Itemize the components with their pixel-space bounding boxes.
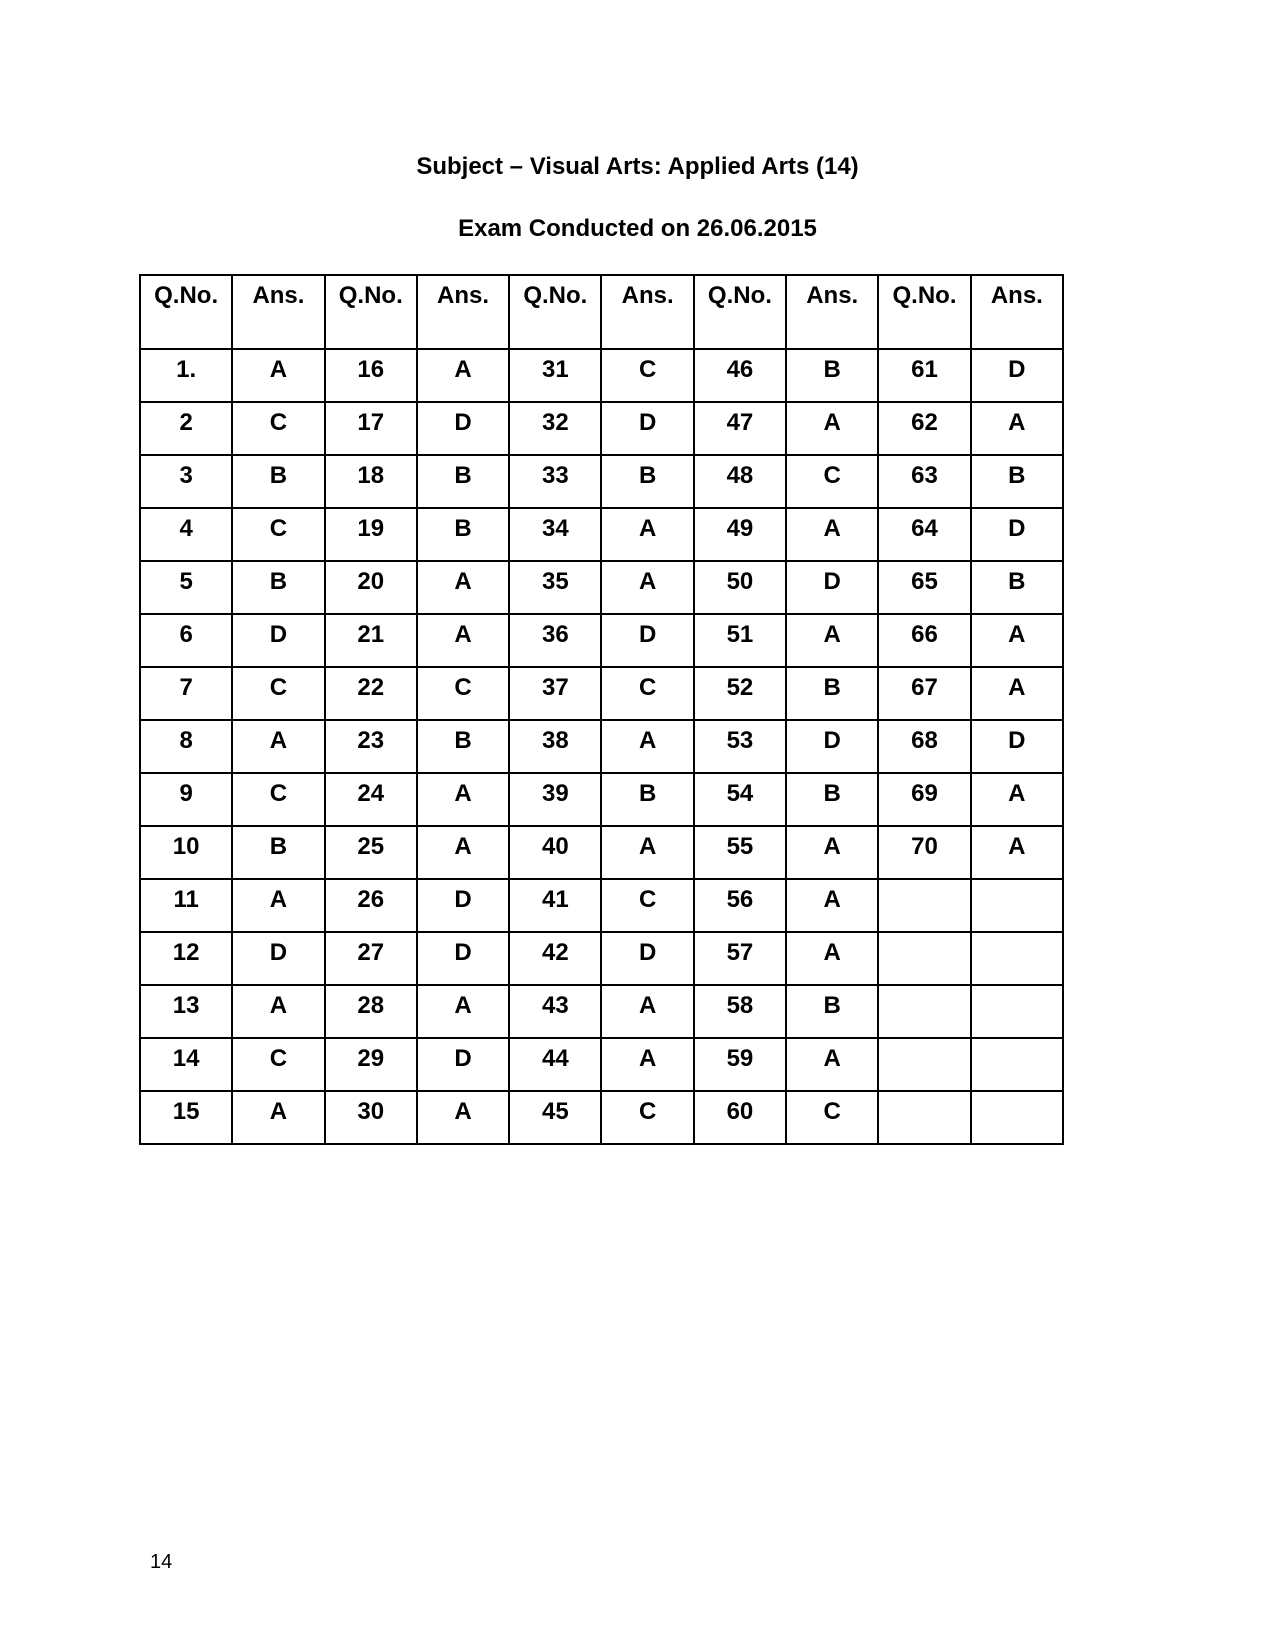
answer-cell: A xyxy=(601,1038,693,1091)
question-number-cell: 47 xyxy=(694,402,786,455)
column-header-ans: Ans. xyxy=(417,275,509,349)
question-number-cell: 8 xyxy=(140,720,232,773)
answer-cell: A xyxy=(971,402,1063,455)
answer-cell: A xyxy=(417,614,509,667)
answer-cell xyxy=(971,985,1063,1038)
question-number-cell xyxy=(878,1091,970,1144)
answer-cell: B xyxy=(786,349,878,402)
question-number-cell: 24 xyxy=(325,773,417,826)
column-header-qno: Q.No. xyxy=(140,275,232,349)
column-header-ans: Ans. xyxy=(232,275,324,349)
table-body xyxy=(140,349,1063,1144)
answer-cell: B xyxy=(601,455,693,508)
table-row xyxy=(140,349,1063,402)
question-number-cell: 13 xyxy=(140,985,232,1038)
question-number-cell: 51 xyxy=(694,614,786,667)
table-row xyxy=(140,561,1063,614)
question-number-cell: 50 xyxy=(694,561,786,614)
question-number-cell: 28 xyxy=(325,985,417,1038)
answer-cell: C xyxy=(232,1038,324,1091)
question-number-cell: 66 xyxy=(878,614,970,667)
answer-cell: B xyxy=(971,561,1063,614)
column-header-ans: Ans. xyxy=(971,275,1063,349)
column-header-qno: Q.No. xyxy=(325,275,417,349)
answer-cell: D xyxy=(786,720,878,773)
answer-key-table xyxy=(139,274,1064,1145)
question-number-cell: 38 xyxy=(509,720,601,773)
question-number-cell: 70 xyxy=(878,826,970,879)
page-number: 14 xyxy=(150,1551,173,1573)
answer-cell: A xyxy=(417,349,509,402)
answer-cell: B xyxy=(417,455,509,508)
question-number-cell: 4 xyxy=(140,508,232,561)
answer-cell: D xyxy=(971,720,1063,773)
answer-cell: D xyxy=(232,614,324,667)
question-number-cell: 20 xyxy=(325,561,417,614)
question-number-cell: 48 xyxy=(694,455,786,508)
question-number-cell: 25 xyxy=(325,826,417,879)
answer-cell: A xyxy=(786,508,878,561)
exam-date: Exam Conducted on 26.06.2015 xyxy=(458,215,817,242)
answer-cell: D xyxy=(971,508,1063,561)
answer-cell: A xyxy=(232,879,324,932)
answer-cell: B xyxy=(786,667,878,720)
answer-cell: C xyxy=(786,455,878,508)
answer-cell: D xyxy=(601,932,693,985)
answer-cell: A xyxy=(786,826,878,879)
question-number-cell: 67 xyxy=(878,667,970,720)
question-number-cell: 17 xyxy=(325,402,417,455)
table-row xyxy=(140,720,1063,773)
question-number-cell: 69 xyxy=(878,773,970,826)
answer-cell: A xyxy=(601,508,693,561)
column-header-qno: Q.No. xyxy=(878,275,970,349)
question-number-cell: 61 xyxy=(878,349,970,402)
answer-cell: C xyxy=(601,879,693,932)
answer-cell: A xyxy=(971,773,1063,826)
answer-cell: A xyxy=(786,932,878,985)
question-number-cell xyxy=(878,879,970,932)
answer-cell: A xyxy=(417,826,509,879)
answer-cell: D xyxy=(786,561,878,614)
answer-cell: C xyxy=(232,773,324,826)
question-number-cell xyxy=(878,1038,970,1091)
question-number-cell: 45 xyxy=(509,1091,601,1144)
answer-cell: C xyxy=(786,1091,878,1144)
question-number-cell: 15 xyxy=(140,1091,232,1144)
question-number-cell: 42 xyxy=(509,932,601,985)
question-number-cell: 54 xyxy=(694,773,786,826)
answer-cell: B xyxy=(786,985,878,1038)
table-row xyxy=(140,879,1063,932)
question-number-cell: 57 xyxy=(694,932,786,985)
question-number-cell: 43 xyxy=(509,985,601,1038)
question-number-cell: 33 xyxy=(509,455,601,508)
table-row xyxy=(140,402,1063,455)
column-header-qno: Q.No. xyxy=(509,275,601,349)
answer-cell: A xyxy=(417,1091,509,1144)
question-number-cell: 55 xyxy=(694,826,786,879)
answer-cell: C xyxy=(601,349,693,402)
question-number-cell: 56 xyxy=(694,879,786,932)
question-number-cell: 18 xyxy=(325,455,417,508)
table-row xyxy=(140,1091,1063,1144)
question-number-cell: 39 xyxy=(509,773,601,826)
question-number-cell: 12 xyxy=(140,932,232,985)
question-number-cell: 2 xyxy=(140,402,232,455)
answer-cell: B xyxy=(232,455,324,508)
table-row xyxy=(140,614,1063,667)
answer-cell: B xyxy=(232,826,324,879)
answer-cell: A xyxy=(786,402,878,455)
answer-cell: B xyxy=(601,773,693,826)
page-title: Subject – Visual Arts: Applied Arts (14) xyxy=(416,153,859,180)
column-header-qno: Q.No. xyxy=(694,275,786,349)
answer-cell: A xyxy=(786,879,878,932)
answer-cell: D xyxy=(417,402,509,455)
answer-cell: D xyxy=(417,1038,509,1091)
question-number-cell: 27 xyxy=(325,932,417,985)
answer-cell xyxy=(971,1038,1063,1091)
answer-cell: B xyxy=(971,455,1063,508)
question-number-cell: 29 xyxy=(325,1038,417,1091)
answer-cell: C xyxy=(232,667,324,720)
question-number-cell: 35 xyxy=(509,561,601,614)
answer-cell: A xyxy=(601,985,693,1038)
question-number-cell: 22 xyxy=(325,667,417,720)
table-row xyxy=(140,932,1063,985)
answer-cell: D xyxy=(971,349,1063,402)
question-number-cell: 19 xyxy=(325,508,417,561)
answer-cell: A xyxy=(601,561,693,614)
question-number-cell: 37 xyxy=(509,667,601,720)
answer-cell: C xyxy=(601,667,693,720)
column-header-ans: Ans. xyxy=(786,275,878,349)
question-number-cell xyxy=(878,985,970,1038)
answer-cell: C xyxy=(232,402,324,455)
table-row xyxy=(140,826,1063,879)
question-number-cell: 11 xyxy=(140,879,232,932)
question-number-cell: 26 xyxy=(325,879,417,932)
answer-cell: A xyxy=(601,720,693,773)
question-number-cell: 34 xyxy=(509,508,601,561)
answer-cell: A xyxy=(971,826,1063,879)
question-number-cell: 62 xyxy=(878,402,970,455)
question-number-cell: 31 xyxy=(509,349,601,402)
answer-cell: C xyxy=(232,508,324,561)
question-number-cell: 46 xyxy=(694,349,786,402)
question-number-cell: 23 xyxy=(325,720,417,773)
answer-cell: A xyxy=(232,1091,324,1144)
question-number-cell: 65 xyxy=(878,561,970,614)
answer-cell xyxy=(971,932,1063,985)
question-number-cell: 49 xyxy=(694,508,786,561)
question-number-cell: 40 xyxy=(509,826,601,879)
answer-cell: A xyxy=(601,826,693,879)
question-number-cell: 58 xyxy=(694,985,786,1038)
answer-cell: A xyxy=(417,561,509,614)
table-row xyxy=(140,667,1063,720)
table-row xyxy=(140,455,1063,508)
answer-cell: A xyxy=(786,1038,878,1091)
question-number-cell: 64 xyxy=(878,508,970,561)
question-number-cell: 14 xyxy=(140,1038,232,1091)
question-number-cell: 41 xyxy=(509,879,601,932)
table-row xyxy=(140,985,1063,1038)
table-row xyxy=(140,1038,1063,1091)
answer-cell: B xyxy=(417,508,509,561)
question-number-cell xyxy=(878,932,970,985)
answer-cell: A xyxy=(786,614,878,667)
question-number-cell: 16 xyxy=(325,349,417,402)
answer-cell: D xyxy=(601,402,693,455)
answer-cell: B xyxy=(786,773,878,826)
question-number-cell: 53 xyxy=(694,720,786,773)
answer-cell xyxy=(971,879,1063,932)
question-number-cell: 3 xyxy=(140,455,232,508)
answer-cell: D xyxy=(417,932,509,985)
question-number-cell: 44 xyxy=(509,1038,601,1091)
header-row xyxy=(140,275,1063,349)
answer-cell: A xyxy=(232,349,324,402)
table-row xyxy=(140,773,1063,826)
table-header xyxy=(140,275,1063,349)
answer-cell: D xyxy=(232,932,324,985)
answer-cell: A xyxy=(971,667,1063,720)
question-number-cell: 32 xyxy=(509,402,601,455)
question-number-cell: 21 xyxy=(325,614,417,667)
answer-cell: B xyxy=(232,561,324,614)
question-number-cell: 36 xyxy=(509,614,601,667)
question-number-cell: 59 xyxy=(694,1038,786,1091)
answer-cell: C xyxy=(601,1091,693,1144)
question-number-cell: 5 xyxy=(140,561,232,614)
question-number-cell: 30 xyxy=(325,1091,417,1144)
column-header-ans: Ans. xyxy=(601,275,693,349)
answer-cell: C xyxy=(417,667,509,720)
question-number-cell: 1. xyxy=(140,349,232,402)
answer-cell: B xyxy=(417,720,509,773)
question-number-cell: 68 xyxy=(878,720,970,773)
question-number-cell: 7 xyxy=(140,667,232,720)
question-number-cell: 63 xyxy=(878,455,970,508)
answer-cell: D xyxy=(417,879,509,932)
answer-cell: A xyxy=(232,720,324,773)
question-number-cell: 60 xyxy=(694,1091,786,1144)
answer-cell: A xyxy=(232,985,324,1038)
answer-cell: A xyxy=(417,773,509,826)
answer-cell: A xyxy=(417,985,509,1038)
answer-cell xyxy=(971,1091,1063,1144)
question-number-cell: 52 xyxy=(694,667,786,720)
table-row xyxy=(140,508,1063,561)
question-number-cell: 10 xyxy=(140,826,232,879)
answer-cell: A xyxy=(971,614,1063,667)
question-number-cell: 9 xyxy=(140,773,232,826)
answer-cell: D xyxy=(601,614,693,667)
question-number-cell: 6 xyxy=(140,614,232,667)
